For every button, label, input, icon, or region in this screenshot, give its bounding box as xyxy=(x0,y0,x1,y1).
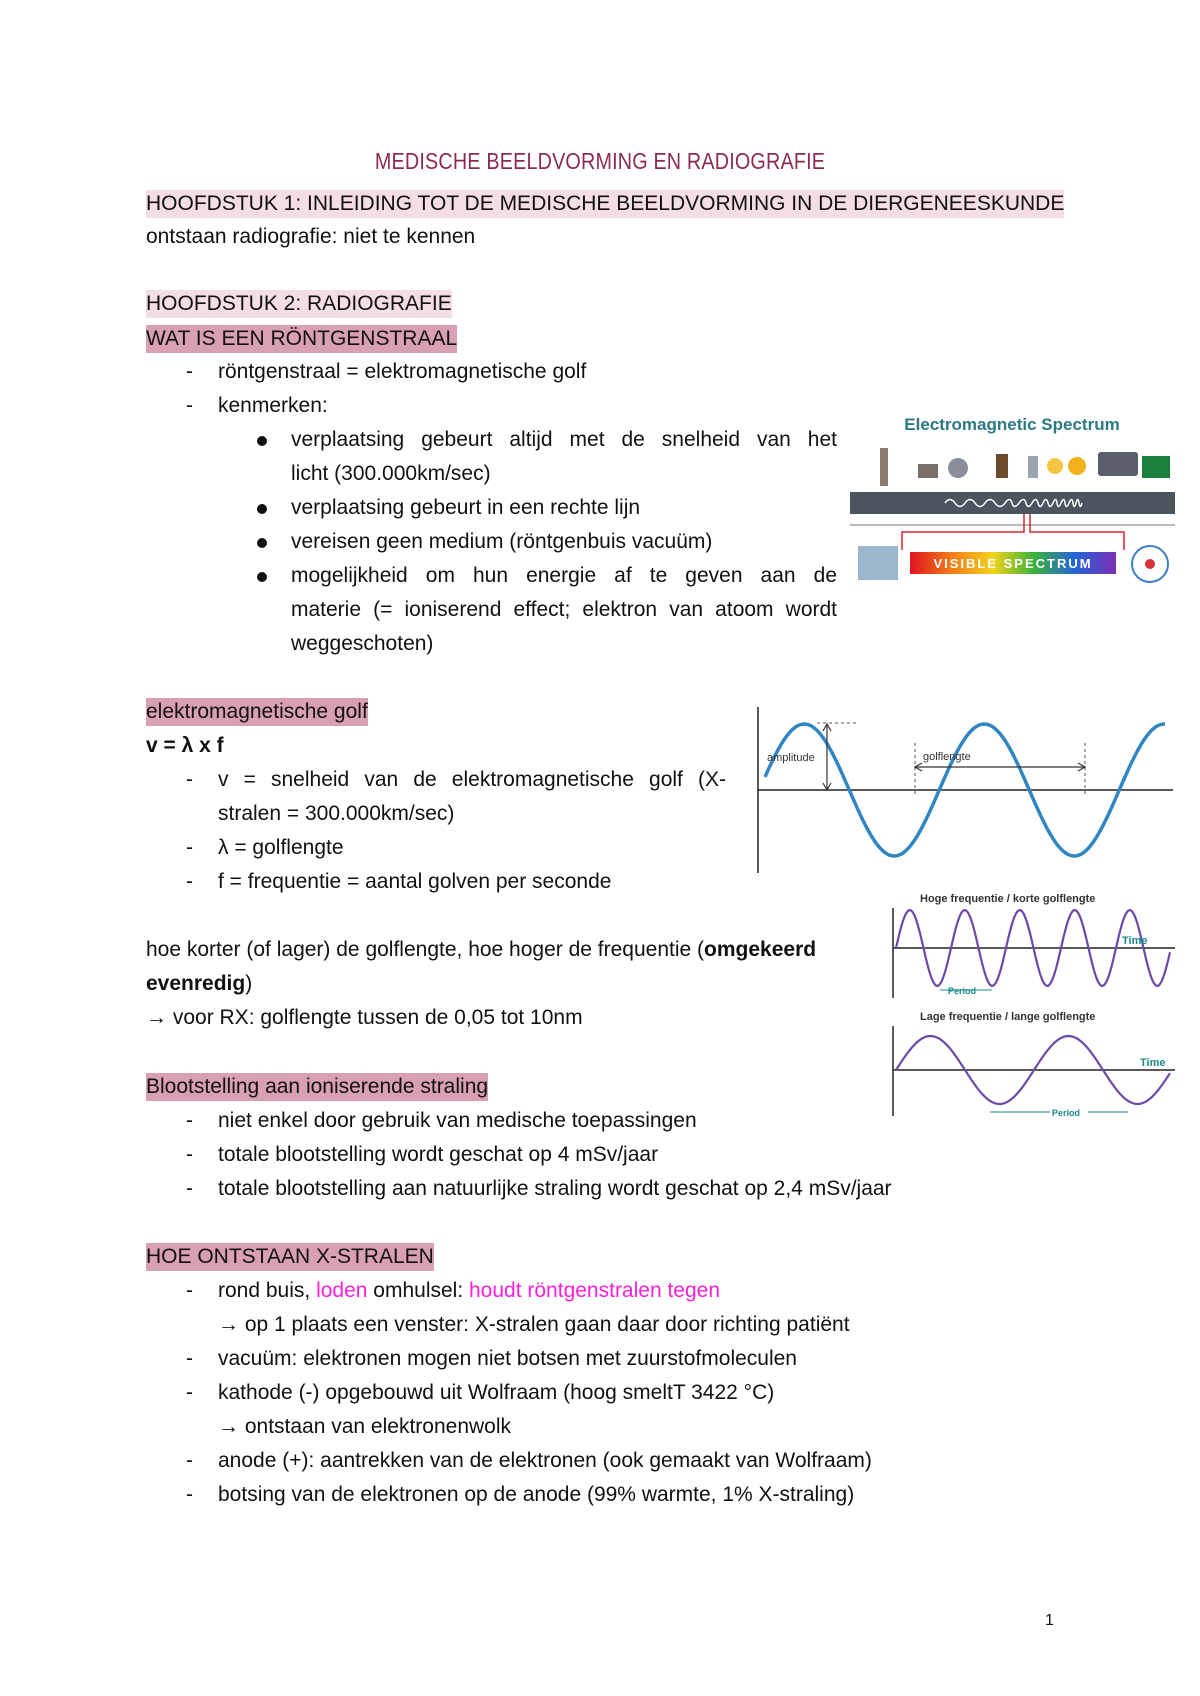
chapter1-heading: HOOFDSTUK 1: INLEIDING TOT DE MEDISCHE BEELDVORMING IN DE DIERGENEESKUNDE xyxy=(146,190,1064,218)
list-dash: - xyxy=(186,1381,193,1404)
page-number: 1 xyxy=(1045,1612,1054,1629)
frequency-paragraph-line1: hoe korter (of lager) de golflengte, hoe hoger de frequentie (omgekeerd xyxy=(146,938,817,961)
atom-nucleus-icon xyxy=(1145,559,1155,569)
high-frequency-figure xyxy=(890,890,1180,1000)
connector-line xyxy=(1030,514,1124,550)
document-title: MEDISCHE BEELDVORMING EN RADIOGRAFIE xyxy=(374,148,826,174)
list-item: kenmerken: xyxy=(218,394,328,417)
list-dash: - xyxy=(186,1449,193,1472)
bullet-text: weggeschoten) xyxy=(291,632,434,655)
section-heading-xstralen: HOE ONTSTAAN X-STRALEN xyxy=(146,1243,434,1271)
list-dash: - xyxy=(186,1177,193,1200)
bullet-dot xyxy=(257,538,267,548)
list-item: vacuüm: elektronen mogen niet botsen met zuurstofmoleculen xyxy=(218,1347,797,1370)
amplitude-label: amplitude xyxy=(767,752,815,764)
frequency-paragraph-line2: evenredig) xyxy=(146,972,253,995)
list-item: f = frequentie = aantal golven per seconde xyxy=(218,870,612,893)
radiation-icon xyxy=(1142,456,1170,478)
list-item: totale blootstelling aan natuurlijke straling wordt geschat op 2,4 mSv/jaar xyxy=(218,1177,892,1200)
list-dash: - xyxy=(186,1109,193,1132)
list-sub-item: → op 1 plaats een venster: X-stralen gaan daar door richting patiënt xyxy=(218,1313,850,1336)
tv-icon xyxy=(918,464,938,478)
time-label: Time xyxy=(1140,1057,1166,1069)
list-dash: - xyxy=(186,1483,193,1506)
list-dash: - xyxy=(186,1279,193,1302)
high-frequency-title: Hoge frequentie / korte golflengte xyxy=(920,893,1096,905)
list-item: v = snelheid van de elektromagnetische golf (X- xyxy=(218,768,726,791)
spectrum-icons xyxy=(880,448,1170,486)
list-item: λ = golflengte xyxy=(218,836,344,859)
list-dash: - xyxy=(186,1143,193,1166)
low-frequency-title: Lage frequentie / lange golflengte xyxy=(920,1011,1096,1023)
bulb-icon xyxy=(1047,458,1063,474)
list-item-continuation: stralen = 300.000km/sec) xyxy=(218,802,455,825)
wave-figure xyxy=(755,705,1175,875)
bullet-text: vereisen geen medium (röntgenbuis vacuüm) xyxy=(291,530,713,553)
list-dash: - xyxy=(186,836,193,859)
list-item: totale blootstelling wordt geschat op 4 mSv/jaar xyxy=(218,1143,659,1166)
sun-icon xyxy=(1068,457,1086,475)
time-label: Time xyxy=(1122,935,1148,947)
list-dash: - xyxy=(186,1347,193,1370)
buildings-icon xyxy=(858,546,898,580)
list-dash: - xyxy=(186,870,193,893)
list-item: kathode (-) opgebouwd uit Wolfraam (hoog smeltT 3422 °C) xyxy=(218,1381,775,1404)
bullet-text: materie (= ioniserend effect; elektron van atoom wordt xyxy=(291,598,837,621)
bullet-dot xyxy=(257,504,267,514)
bullet-text: verplaatsing gebeurt altijd met de snelheid van het xyxy=(291,428,837,451)
list-item: röntgenstraal = elektromagnetische golf xyxy=(218,360,587,383)
visible-spectrum-label: VISIBLE SPECTRUM xyxy=(933,556,1093,571)
phone-icon xyxy=(1028,456,1038,478)
radio-tower-icon xyxy=(880,448,888,486)
bullet-text: licht (300.000km/sec) xyxy=(291,462,491,485)
chapter2-heading: HOOFDSTUK 2: RADIOGRAFIE xyxy=(146,290,452,318)
period-label: Period xyxy=(948,986,977,996)
bullet-text: verplaatsing gebeurt in een rechte lijn xyxy=(291,496,641,519)
list-item: anode (+): aantrekken van de elektronen (ook gemaakt van Wolfraam) xyxy=(218,1449,872,1472)
xray-machine-icon xyxy=(1098,452,1138,476)
bullet-text: mogelijkheid om hun energie af te geven aan de xyxy=(291,564,837,587)
satellite-dish-icon xyxy=(948,458,968,478)
list-dash: - xyxy=(186,360,193,383)
formula: v = λ x f xyxy=(146,734,224,757)
wavelength-label: golflengte xyxy=(923,751,971,763)
list-item: niet enkel door gebruik van medische toepassingen xyxy=(218,1109,697,1132)
list-sub-item: → ontstaan van elektronenwolk xyxy=(218,1415,512,1438)
list-dash: - xyxy=(186,394,193,417)
bullet-dot xyxy=(257,572,267,582)
section-heading-blootstelling: Blootstelling aan ioniserende straling xyxy=(146,1073,488,1101)
rx-wavelength-note: → voor RX: golflengte tussen de 0,05 tot 10nm xyxy=(146,1006,583,1029)
list-item: rond buis, loden omhulsel: houdt röntgenstralen tegen xyxy=(218,1279,721,1302)
connector-line xyxy=(902,514,1024,550)
list-item: botsing van de elektronen op de anode (99% warmte, 1% X-straling) xyxy=(218,1483,855,1506)
period-label: Period xyxy=(1052,1108,1081,1118)
list-dash: - xyxy=(186,768,193,791)
chapter1-note: ontstaan radiografie: niet te kennen xyxy=(146,225,476,248)
low-frequency-figure xyxy=(890,1008,1180,1120)
section-heading-golf: elektromagnetische golf xyxy=(146,698,368,726)
spectrum-title: Electromagnetic Spectrum xyxy=(904,415,1120,434)
remote-icon xyxy=(996,454,1008,478)
electromagnetic-spectrum-figure xyxy=(850,408,1175,586)
bullet-dot xyxy=(257,436,267,446)
section-heading-rontgenstraal: WAT IS EEN RÖNTGENSTRAAL xyxy=(146,325,457,353)
